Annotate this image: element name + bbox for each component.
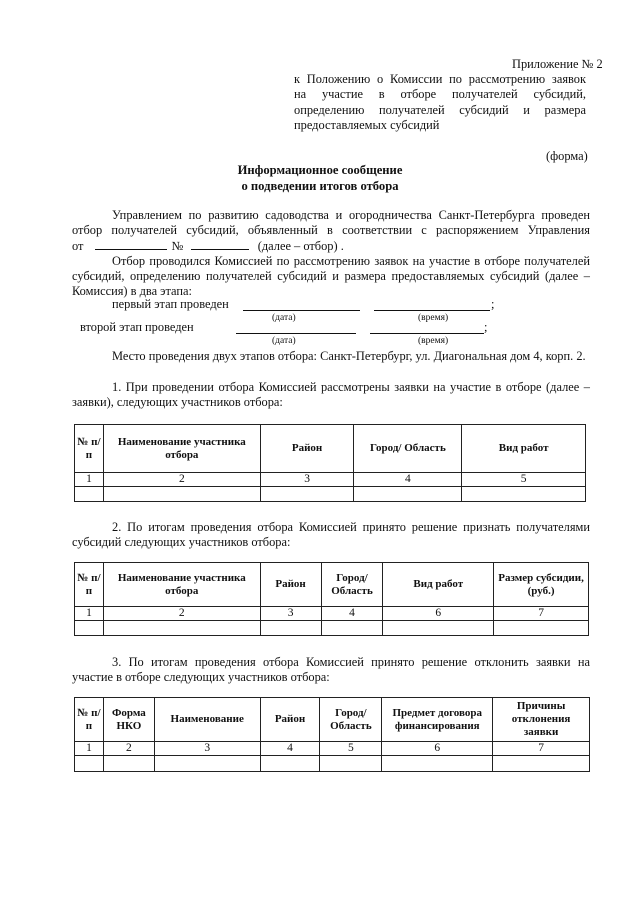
table-1-col-number: 3 <box>260 473 354 487</box>
intro-line-2: отбор получателей субсидий, объявленный в соответствии с распоряжением Управления <box>72 223 590 237</box>
section-2-line-1: 2. По итогам проведения отбора Комиссией принято решение признать получателями <box>112 520 590 534</box>
stage-1-time-line <box>374 310 490 311</box>
table-3-header-name: Наименование <box>154 698 260 742</box>
stage-1-label: первый этап проведен <box>112 297 229 311</box>
table-3-col-number: 3 <box>154 742 260 756</box>
table-2-col-number: 7 <box>494 607 589 621</box>
intro-line-1: Управлением по развитию садоводства и огородничества Санкт-Петербурга проведен <box>112 208 590 222</box>
table-3-col-number: 6 <box>382 742 493 756</box>
stage-2-date-line <box>236 333 356 334</box>
appendix-line-1: к Положению о Комиссии по рассмотрению заявок <box>294 72 586 86</box>
table-2-header-work: Вид работ <box>383 563 494 607</box>
table-2-header-city: Город/ Область <box>321 563 383 607</box>
appendix-line-4: предоставляемых субсидий <box>294 118 440 132</box>
intro-line-3: от № (далее – отбор) . <box>72 239 344 253</box>
table-3-header-district: Район <box>260 698 320 742</box>
section-1-line-1: 1. При проведении отбора Комиссией рассмотрены заявки на участие в отборе (далее – <box>112 380 590 394</box>
table-3-header-reason: Причины отклонения заявки <box>493 698 590 742</box>
heading-line-2: о подведении итогов отбора <box>241 179 399 193</box>
appendix-line-3: определению получателей субсидий и размера <box>294 103 586 117</box>
table-1-header-district: Район <box>260 425 354 473</box>
table-1-header-name: Наименование участника отбора <box>103 425 260 473</box>
table-3-header-num: № п/п <box>75 698 104 742</box>
table-3-empty-row <box>75 756 590 772</box>
table-3-header-city: Город/ Область <box>320 698 382 742</box>
table-2-col-number: 4 <box>321 607 383 621</box>
form-label: (форма) <box>546 149 588 163</box>
table-2-empty-row <box>75 621 589 636</box>
section-1-line-2: заявки), следующих участников отбора: <box>72 395 283 409</box>
table-3-col-number: 2 <box>103 742 154 756</box>
table-1-col-number: 2 <box>103 473 260 487</box>
table-3-col-number: 7 <box>493 742 590 756</box>
table-1-col-number: 4 <box>354 473 462 487</box>
section-3-line-2: участие в отборе следующих участников отбора: <box>72 670 330 684</box>
intro-line-6: Комиссия) в два этапа: <box>72 284 192 298</box>
table-1-number-row <box>75 473 586 487</box>
table-1-header-work: Вид работ <box>462 425 586 473</box>
table-1-col-number: 5 <box>462 473 586 487</box>
stage-2-time-caption: (время) <box>418 336 449 346</box>
table-3-header-form: Форма НКО <box>103 698 154 742</box>
table-2-col-number: 3 <box>260 607 321 621</box>
stage-1-time-caption: (время) <box>418 313 449 323</box>
section-3-line-1: 3. По итогам проведения отбора Комиссией принято решение отклонить заявки на <box>112 655 590 669</box>
table-2-header-name: Наименование участника отбора <box>103 563 260 607</box>
stage-2-time-line <box>370 333 484 334</box>
table-2-col-number: 6 <box>383 607 494 621</box>
table-2-header-num: № п/п <box>75 563 104 607</box>
table-3 <box>74 697 590 772</box>
table-1-col-number: 1 <box>75 473 104 487</box>
appendix-title: Приложение № 2 <box>512 57 603 71</box>
table-2-header-amount: Размер субсидии, (руб.) <box>494 563 589 607</box>
table-3-header-subject: Предмет договора финансирования <box>382 698 493 742</box>
table-3-col-number: 4 <box>260 742 320 756</box>
intro-line-5: субсидий, определению получателей субсидий и размера предоставляемых субсидий (далее – <box>72 269 590 283</box>
table-3-col-number: 5 <box>320 742 382 756</box>
table-1-header-num: № п/п <box>75 425 104 473</box>
table-1-header-city: Город/ Область <box>354 425 462 473</box>
stage-1-date-caption: (дата) <box>272 313 296 323</box>
table-1 <box>74 424 586 502</box>
stage-1-date-line <box>243 310 360 311</box>
table-2-header-row <box>75 563 589 607</box>
table-2-number-row <box>75 607 589 621</box>
table-3-number-row <box>75 742 590 756</box>
heading-line-1: Информационное сообщение <box>237 163 403 177</box>
table-2-col-number: 1 <box>75 607 104 621</box>
stage-2-semicolon: ; <box>484 320 488 334</box>
intro-line-4: Отбор проводился Комиссией по рассмотрению заявок на участие в отборе получателей <box>112 254 590 268</box>
place-text: Место проведения двух этапов отбора: Санкт-Петербург, ул. Диагональная дом 4, корп. 2. <box>112 349 586 363</box>
table-2-header-district: Район <box>260 563 321 607</box>
stage-2-date-caption: (дата) <box>272 336 296 346</box>
table-3-col-number: 1 <box>75 742 104 756</box>
table-2-col-number: 2 <box>103 607 260 621</box>
table-1-header-row <box>75 425 586 473</box>
stage-2-label: второй этап проведен <box>80 320 194 334</box>
section-2-line-2: субсидий следующих участников отбора: <box>72 535 291 549</box>
appendix-line-2: на участие в отборе получателей субсидий, <box>294 87 586 101</box>
table-1-empty-row <box>75 487 586 502</box>
table-2 <box>74 562 589 636</box>
table-3-header-row <box>75 698 590 742</box>
stage-1-semicolon: ; <box>491 297 495 311</box>
